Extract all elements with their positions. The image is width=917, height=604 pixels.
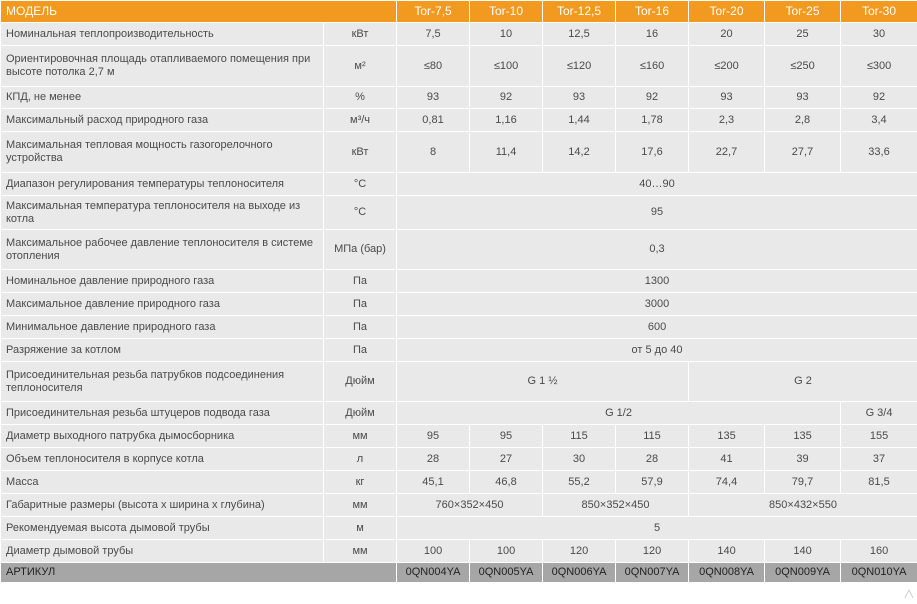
value-cell: 5 <box>397 517 917 540</box>
value-cell: 11,4 <box>470 132 543 173</box>
value-cell: 93 <box>689 87 765 109</box>
value-cell: ≤120 <box>543 46 616 87</box>
article-code: 0QN010YA <box>841 563 917 583</box>
value-cell: 92 <box>616 87 689 109</box>
value-cell: 135 <box>765 425 841 448</box>
value-cell: 760×352×450 <box>397 494 543 517</box>
model-header: Tor-20 <box>689 1 765 23</box>
value-cell: 0,3 <box>397 230 917 270</box>
parameter-unit: МПа (бар) <box>324 230 397 270</box>
article-row <box>1 563 917 583</box>
parameter-unit: °С <box>324 173 397 196</box>
article-code: 0QN006YA <box>543 563 616 583</box>
parameter-unit: кг <box>324 471 397 494</box>
value-cell: 27 <box>470 448 543 471</box>
value-cell: 140 <box>689 540 765 563</box>
parameter-unit: кВт <box>324 132 397 173</box>
parameter-name: Номинальное давление природного газа <box>1 270 324 293</box>
value-cell: 92 <box>841 87 917 109</box>
value-cell: 74,4 <box>689 471 765 494</box>
value-cell: 120 <box>543 540 616 563</box>
value-cell: 40…90 <box>397 173 917 196</box>
value-cell: 79,7 <box>765 471 841 494</box>
value-cell: 100 <box>470 540 543 563</box>
article-code: 0QN007YA <box>616 563 689 583</box>
value-cell: 0,81 <box>397 109 470 132</box>
value-cell: 2,3 <box>689 109 765 132</box>
value-cell: 28 <box>397 448 470 471</box>
value-cell: ≤200 <box>689 46 765 87</box>
article-code: 0QN005YA <box>470 563 543 583</box>
watermark-logo-icon <box>904 589 914 599</box>
value-cell: 37 <box>841 448 917 471</box>
value-cell: 12,5 <box>543 23 616 46</box>
table-row <box>1 173 917 196</box>
article-code: 0QN004YA <box>397 563 470 583</box>
value-cell: 2,8 <box>765 109 841 132</box>
parameter-name: Габаритные размеры (высота х ширина х глубина) <box>1 494 324 517</box>
table-row <box>1 46 917 87</box>
value-cell: 41 <box>689 448 765 471</box>
parameter-unit: мм <box>324 494 397 517</box>
parameter-unit: % <box>324 87 397 109</box>
table-row <box>1 540 917 563</box>
value-cell: 57,9 <box>616 471 689 494</box>
value-cell: 93 <box>765 87 841 109</box>
value-cell: 115 <box>616 425 689 448</box>
value-cell: G 2 <box>689 362 917 402</box>
parameter-unit: мм <box>324 425 397 448</box>
parameter-unit: мм <box>324 540 397 563</box>
table-row <box>1 132 917 173</box>
article-label: АРТИКУЛ <box>1 563 397 583</box>
parameter-unit: м <box>324 517 397 540</box>
value-cell: 20 <box>689 23 765 46</box>
value-cell: 140 <box>765 540 841 563</box>
table-row <box>1 362 917 402</box>
table-row <box>1 448 917 471</box>
value-cell: 135 <box>689 425 765 448</box>
value-cell: 10 <box>470 23 543 46</box>
value-cell: 7,5 <box>397 23 470 46</box>
table-row <box>1 494 917 517</box>
value-cell: 46,8 <box>470 471 543 494</box>
parameter-name: Диаметр выходного патрубка дымосборника <box>1 425 324 448</box>
parameter-unit: Па <box>324 339 397 362</box>
model-header: Tor-30 <box>841 1 917 23</box>
value-cell: 92 <box>470 87 543 109</box>
value-cell: 1,44 <box>543 109 616 132</box>
value-cell: 22,7 <box>689 132 765 173</box>
article-code: 0QN008YA <box>689 563 765 583</box>
value-cell: 850×432×550 <box>689 494 917 517</box>
parameter-name: Присоединительная резьба патрубков подсоединения теплоносителя <box>1 362 324 402</box>
value-cell: 850×352×450 <box>543 494 689 517</box>
value-cell: 93 <box>397 87 470 109</box>
table-row <box>1 402 917 425</box>
value-cell: 8 <box>397 132 470 173</box>
value-cell: 93 <box>543 87 616 109</box>
value-cell: G 1/2 <box>397 402 841 425</box>
parameter-name: Диапазон регулирования температуры теплоносителя <box>1 173 324 196</box>
parameter-name: Разряжение за котлом <box>1 339 324 362</box>
table-row <box>1 23 917 46</box>
value-cell: 81,5 <box>841 471 917 494</box>
value-cell: 100 <box>397 540 470 563</box>
value-cell: 1,78 <box>616 109 689 132</box>
parameter-name: Минимальное давление природного газа <box>1 316 324 339</box>
value-cell: 120 <box>616 540 689 563</box>
table-row <box>1 109 917 132</box>
parameter-unit: Па <box>324 293 397 316</box>
table-row <box>1 230 917 270</box>
parameter-name: КПД, не менее <box>1 87 324 109</box>
model-header: Tor-7,5 <box>397 1 470 23</box>
parameter-unit: Па <box>324 270 397 293</box>
table-row <box>1 293 917 316</box>
model-header-label: МОДЕЛЬ <box>1 1 397 23</box>
parameter-unit: °С <box>324 196 397 230</box>
parameter-unit: кВт <box>324 23 397 46</box>
parameter-name: Максимальный расход природного газа <box>1 109 324 132</box>
parameter-name: Максимальная тепловая мощность газогорелочного устройства <box>1 132 324 173</box>
value-cell: 30 <box>841 23 917 46</box>
table-row <box>1 196 917 230</box>
value-cell: 95 <box>397 196 917 230</box>
parameter-unit: Дюйм <box>324 362 397 402</box>
value-cell: 33,6 <box>841 132 917 173</box>
table-row <box>1 87 917 109</box>
parameter-name: Объем теплоносителя в корпусе котла <box>1 448 324 471</box>
parameter-name: Рекомендуемая высота дымовой трубы <box>1 517 324 540</box>
article-code: 0QN009YA <box>765 563 841 583</box>
parameter-unit: м² <box>324 46 397 87</box>
value-cell: ≤250 <box>765 46 841 87</box>
value-cell: 3000 <box>397 293 917 316</box>
value-cell: 25 <box>765 23 841 46</box>
value-cell: ≤300 <box>841 46 917 87</box>
value-cell: ≤160 <box>616 46 689 87</box>
parameter-name: Максимальное давление природного газа <box>1 293 324 316</box>
value-cell: 30 <box>543 448 616 471</box>
value-cell: 160 <box>841 540 917 563</box>
value-cell: 16 <box>616 23 689 46</box>
value-cell: G 1 ½ <box>397 362 689 402</box>
parameter-name: Номинальная теплопроизводительность <box>1 23 324 46</box>
parameter-name: Ориентировочная площадь отапливаемого помещения при высоте потолка 2,7 м <box>1 46 324 87</box>
parameter-unit: м³/ч <box>324 109 397 132</box>
value-cell: 3,4 <box>841 109 917 132</box>
table-row <box>1 339 917 362</box>
parameter-name: Максимальное рабочее давление теплоносителя в системе отопления <box>1 230 324 270</box>
parameter-unit: л <box>324 448 397 471</box>
parameter-name: Присоединительная резьба штуцеров подвода газа <box>1 402 324 425</box>
value-cell: 17,6 <box>616 132 689 173</box>
value-cell: 1300 <box>397 270 917 293</box>
value-cell: 600 <box>397 316 917 339</box>
value-cell: 45,1 <box>397 471 470 494</box>
model-header: Tor-10 <box>470 1 543 23</box>
value-cell: 14,2 <box>543 132 616 173</box>
value-cell: 39 <box>765 448 841 471</box>
value-cell: ≤80 <box>397 46 470 87</box>
model-header: Tor-25 <box>765 1 841 23</box>
parameter-unit: Па <box>324 316 397 339</box>
value-cell: G 3/4 <box>841 402 917 425</box>
parameter-name: Диаметр дымовой трубы <box>1 540 324 563</box>
table-row <box>1 270 917 293</box>
parameter-unit: Дюйм <box>324 402 397 425</box>
value-cell: ≤100 <box>470 46 543 87</box>
value-cell: от 5 до 40 <box>397 339 917 362</box>
header-row <box>1 1 917 23</box>
value-cell: 95 <box>397 425 470 448</box>
table-row <box>1 316 917 339</box>
table-row <box>1 425 917 448</box>
value-cell: 28 <box>616 448 689 471</box>
model-header: Tor-16 <box>616 1 689 23</box>
value-cell: 27,7 <box>765 132 841 173</box>
table-row <box>1 517 917 540</box>
table-row <box>1 471 917 494</box>
value-cell: 55,2 <box>543 471 616 494</box>
value-cell: 1,16 <box>470 109 543 132</box>
value-cell: 155 <box>841 425 917 448</box>
value-cell: 115 <box>543 425 616 448</box>
value-cell: 95 <box>470 425 543 448</box>
model-header: Tor-12,5 <box>543 1 616 23</box>
parameter-name: Масса <box>1 471 324 494</box>
parameter-name: Максимальная температура теплоносителя на выходе из котла <box>1 196 324 230</box>
